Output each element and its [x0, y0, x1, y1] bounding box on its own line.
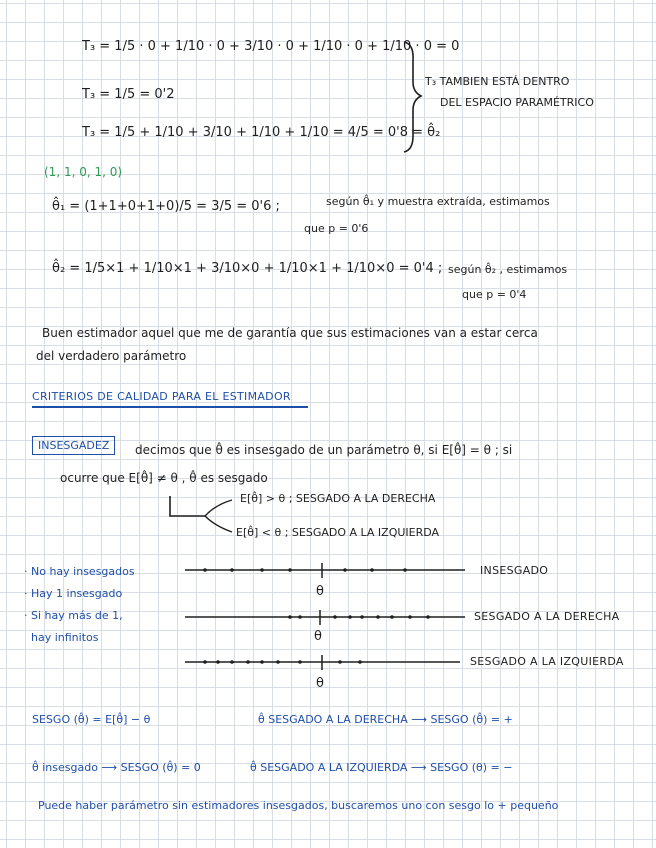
section-title-underline — [32, 406, 308, 408]
number-line-right-biased — [185, 610, 465, 625]
theta-marker: θ — [316, 676, 324, 691]
number-line-unbiased — [185, 563, 465, 578]
theta2-formula: θ̂₂ = 1/5×1 + 1/10×1 + 3/10×0 + 1/10×1 + 1/10×0 = 0'4 ; — [52, 261, 443, 276]
number-line-label: SESGADO A LA IZQUIERDA — [470, 655, 624, 668]
unbiased-label-box: INSESGADEZ — [32, 436, 115, 455]
branch-arrow-icon — [170, 496, 205, 516]
branch-left-biased: E[θ̂] < θ ; SESGADO A LA IZQUIERDA — [236, 526, 440, 539]
t3-line-2: T₃ = 1/5 = 0'2 — [82, 87, 175, 102]
bullet-item: · No hay insesgados — [24, 565, 135, 578]
unbiased-definition-line-1: decimos que θ̂ es insesgado de un parámetro θ, si E[θ̂] = θ ; si — [135, 443, 513, 457]
sample-values: (1, 1, 0, 1, 0) — [44, 165, 123, 179]
bias-footer: Puede haber parámetro sin estimadores insesgados, buscaremos uno con sesgo lo + pequeño — [38, 799, 559, 812]
theta-marker: θ — [316, 584, 324, 599]
unbiased-definition-line-2: ocurre que E[θ̂] ≠ θ , θ̂ es sesgado — [60, 471, 268, 485]
theta2-result: que p = 0'4 — [462, 288, 527, 301]
bullet-item: · Hay 1 insesgado — [24, 587, 123, 600]
bias-unbiased: θ̂ insesgado ⟶ SESGO (θ̂) = 0 — [32, 761, 201, 774]
curly-brace-icon — [404, 42, 421, 152]
bullet-item: hay infinitos — [24, 631, 99, 644]
number-line-label: INSESGADO — [480, 564, 549, 577]
branch-right-biased: E[θ̂] > θ ; SESGADO A LA DERECHA — [240, 492, 436, 505]
t3-line-1: T₃ = 1/5 · 0 + 1/10 · 0 + 3/10 · 0 + 1/10 · 0 + 1/10 · 0 = 0 — [82, 39, 460, 54]
theta1-note: según θ̂₁ y muestra extraída, estimamos — [326, 195, 550, 208]
bias-definition: SESGO (θ̂) = E[θ̂] − θ — [32, 713, 151, 726]
theta1-formula: θ̂₁ = (1+1+0+1+0)/5 = 3/5 = 0'6 ; — [52, 199, 280, 214]
theta-marker: θ — [314, 629, 322, 644]
good-estimator-line-2: del verdadero parámetro — [36, 349, 187, 363]
theta1-result: que p = 0'6 — [304, 222, 369, 235]
section-title: CRITERIOS DE CALIDAD PARA EL ESTIMADOR — [32, 390, 291, 403]
t3-note-line-2: DEL ESPACIO PARAMÉTRICO — [440, 96, 594, 109]
good-estimator-line-1: Buen estimador aquel que me de garantía que sus estimaciones van a estar cerca — [42, 326, 538, 340]
number-line-left-biased — [185, 655, 460, 670]
bias-right: θ̂ SESGADO A LA DERECHA ⟶ SESGO (θ̂) = + — [258, 713, 513, 726]
bias-left: θ̂ SESGADO A LA IZQUIERDA ⟶ SESGO (θ) = − — [250, 761, 513, 774]
t3-line-3: T₃ = 1/5 + 1/10 + 3/10 + 1/10 + 1/10 = 4/5 = 0'8 = θ̂₂ — [82, 125, 441, 140]
number-line-label: SESGADO A LA DERECHA — [474, 610, 620, 623]
theta2-note: según θ̂₂ , estimamos — [448, 263, 568, 276]
t3-note-line-1: T₃ TAMBIEN ESTÁ DENTRO — [425, 75, 570, 88]
bullet-item: · Si hay más de 1, — [24, 609, 123, 622]
